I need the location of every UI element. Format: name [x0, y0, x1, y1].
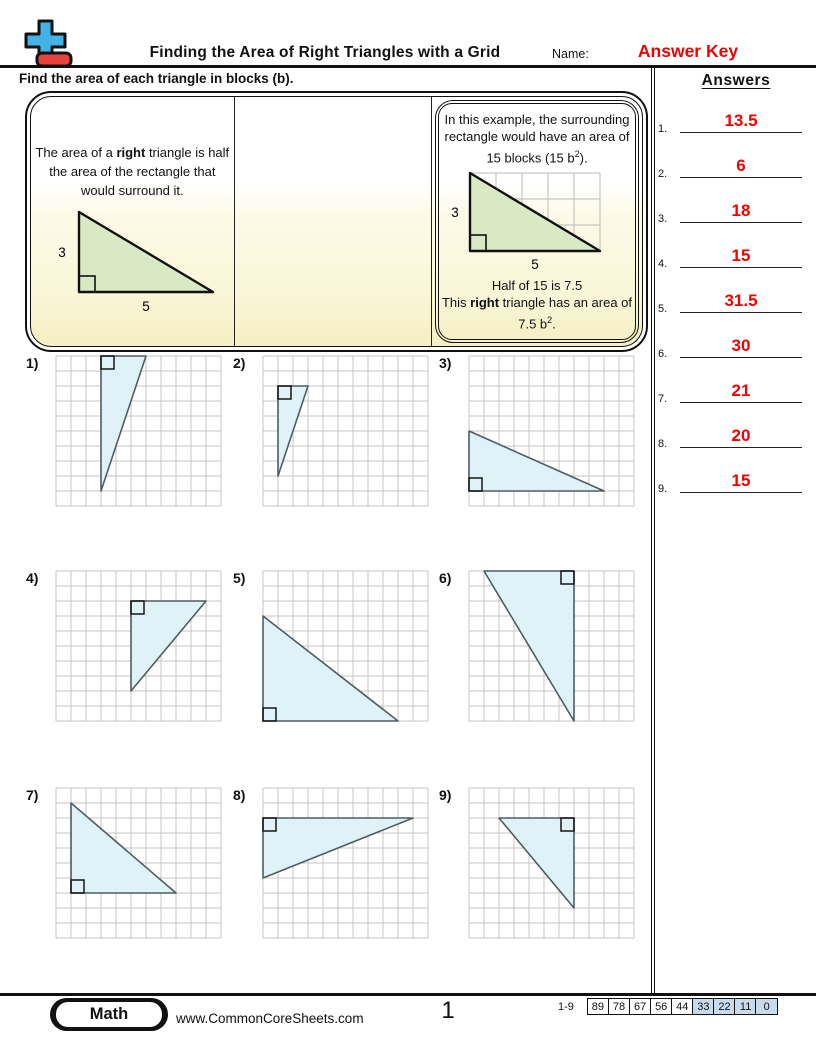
problem-number: 4) — [26, 570, 39, 586]
problem-triangle — [101, 356, 146, 491]
answer-key-text: Answer Key — [637, 41, 739, 61]
problem-number: 9) — [439, 787, 452, 803]
problem-grid — [262, 355, 429, 507]
answer-value: 15 — [731, 471, 751, 490]
answers-separator — [651, 68, 655, 993]
answer-line — [680, 246, 802, 268]
problem-2 — [233, 354, 429, 507]
example-detail-box — [435, 100, 640, 344]
commoncoresheets-logo plus-icon — [16, 16, 74, 70]
example-box-inner — [30, 96, 644, 348]
answer-number: 7. — [658, 393, 668, 405]
answer-value: 31.5 — [724, 291, 758, 310]
problem-8 — [233, 786, 429, 939]
problem-7 — [26, 786, 222, 939]
example-right-cell — [432, 97, 643, 347]
triangle-base-label: 5 — [142, 298, 151, 314]
answer-line — [680, 111, 802, 133]
answer-line — [680, 156, 802, 178]
answer-value: 18 — [731, 201, 751, 220]
website-url: www.CommonCoreSheets.com — [176, 1011, 364, 1026]
score-cell: 67 — [629, 998, 652, 1015]
answer-number: 5. — [658, 303, 668, 315]
problem-number: 2) — [233, 355, 246, 371]
problem-6 — [439, 569, 635, 722]
answer-item — [656, 94, 816, 139]
score-cell: 44 — [671, 998, 694, 1015]
answer-number: 3. — [658, 213, 668, 225]
answer-number: 9. — [658, 483, 668, 495]
problem-grid — [468, 787, 635, 939]
example-left-cell — [31, 97, 235, 347]
page-number: 1 — [441, 997, 455, 1024]
answer-number: 4. — [658, 258, 668, 270]
problem-number: 8) — [233, 787, 246, 803]
answer-line — [680, 291, 802, 313]
answer-line — [680, 201, 802, 223]
problem-number: 6) — [439, 570, 452, 586]
score-strip — [588, 998, 778, 1015]
problem-grid — [55, 570, 222, 722]
example-triangle — [470, 173, 600, 251]
problem-4 — [26, 569, 222, 722]
problem-number: 5) — [233, 570, 246, 586]
problem-grid — [262, 570, 429, 722]
score-cell: 0 — [755, 998, 778, 1015]
footer-divider — [0, 993, 816, 996]
answer-number: 6. — [658, 348, 668, 360]
problem-triangle — [263, 616, 398, 721]
problem-9 — [439, 786, 635, 939]
answer-value: 20 — [731, 426, 751, 445]
answer-line — [680, 471, 802, 493]
example-middle-cell — [235, 97, 432, 347]
problem-number: 7) — [26, 787, 39, 803]
score-cell: 33 — [692, 998, 715, 1015]
example-left-text: The area of a right triangle is half the area of the rectangle that would surround it. — [35, 144, 230, 198]
example-triangle — [79, 212, 213, 292]
score-cell: 78 — [608, 998, 631, 1015]
answer-value: 15 — [731, 246, 751, 265]
problem-3 — [439, 354, 635, 507]
answer-item — [656, 409, 816, 454]
answer-value: 30 — [731, 336, 751, 355]
score-cell: 22 — [713, 998, 736, 1015]
answer-value: 6 — [736, 156, 746, 175]
worksheet-title: Finding the Area of Right Triangles with a Grid — [149, 44, 501, 61]
answer-item — [656, 139, 816, 184]
subject-badge-label: Math — [56, 1002, 162, 1027]
score-range-label: 1-9 — [558, 1001, 574, 1013]
example-detail-box-inner — [438, 103, 636, 340]
problem-1 — [26, 354, 222, 507]
answer-number: 2. — [658, 168, 668, 180]
name-label: Name: — [552, 47, 589, 61]
answers-heading: Answers — [701, 72, 771, 89]
problem-number: 1) — [26, 355, 39, 371]
example-half-line: Half of 15 is 7.5 — [491, 277, 583, 293]
answer-line — [680, 381, 802, 403]
triangle-height-label: 3 — [450, 204, 459, 220]
answer-item — [656, 184, 816, 229]
problem-number: 3) — [439, 355, 452, 371]
triangle-base-label: 5 — [530, 256, 539, 272]
instruction-text: Find the area of each triangle in blocks (b). — [19, 71, 294, 86]
answer-item — [656, 229, 816, 274]
answer-item — [656, 364, 816, 409]
answer-item — [656, 274, 816, 319]
score-cell: 89 — [587, 998, 610, 1015]
score-cell: 56 — [650, 998, 673, 1015]
answer-value: 13.5 — [724, 111, 758, 130]
example-triangle-illustration — [32, 204, 232, 322]
answer-line — [680, 336, 802, 358]
answers-list — [656, 94, 816, 499]
answer-item — [656, 319, 816, 364]
answers-panel — [656, 68, 816, 499]
triangle-height-label: 3 — [58, 244, 67, 260]
answer-value: 21 — [731, 381, 751, 400]
answer-item — [656, 454, 816, 499]
problem-grid — [55, 355, 222, 507]
score-cell: 11 — [734, 998, 757, 1015]
problem-grid — [468, 355, 635, 507]
problem-grid — [468, 570, 635, 722]
problem-grid — [55, 787, 222, 939]
example-box — [25, 91, 648, 352]
answer-line — [680, 426, 802, 448]
subject-badge — [50, 998, 168, 1031]
example-grid-triangle-illustration — [440, 171, 635, 275]
answer-number: 1. — [658, 123, 668, 135]
example-right-outro: This right triangle has an area of 7.5 $b^2$. — [441, 295, 633, 332]
problem-grid — [262, 787, 429, 939]
answer-number: 8. — [658, 438, 668, 450]
problem-5 — [233, 569, 429, 722]
example-right-intro: In this example, the surrounding rectangle would have an area of 15 blocks (15 $b^2$). — [444, 111, 630, 166]
